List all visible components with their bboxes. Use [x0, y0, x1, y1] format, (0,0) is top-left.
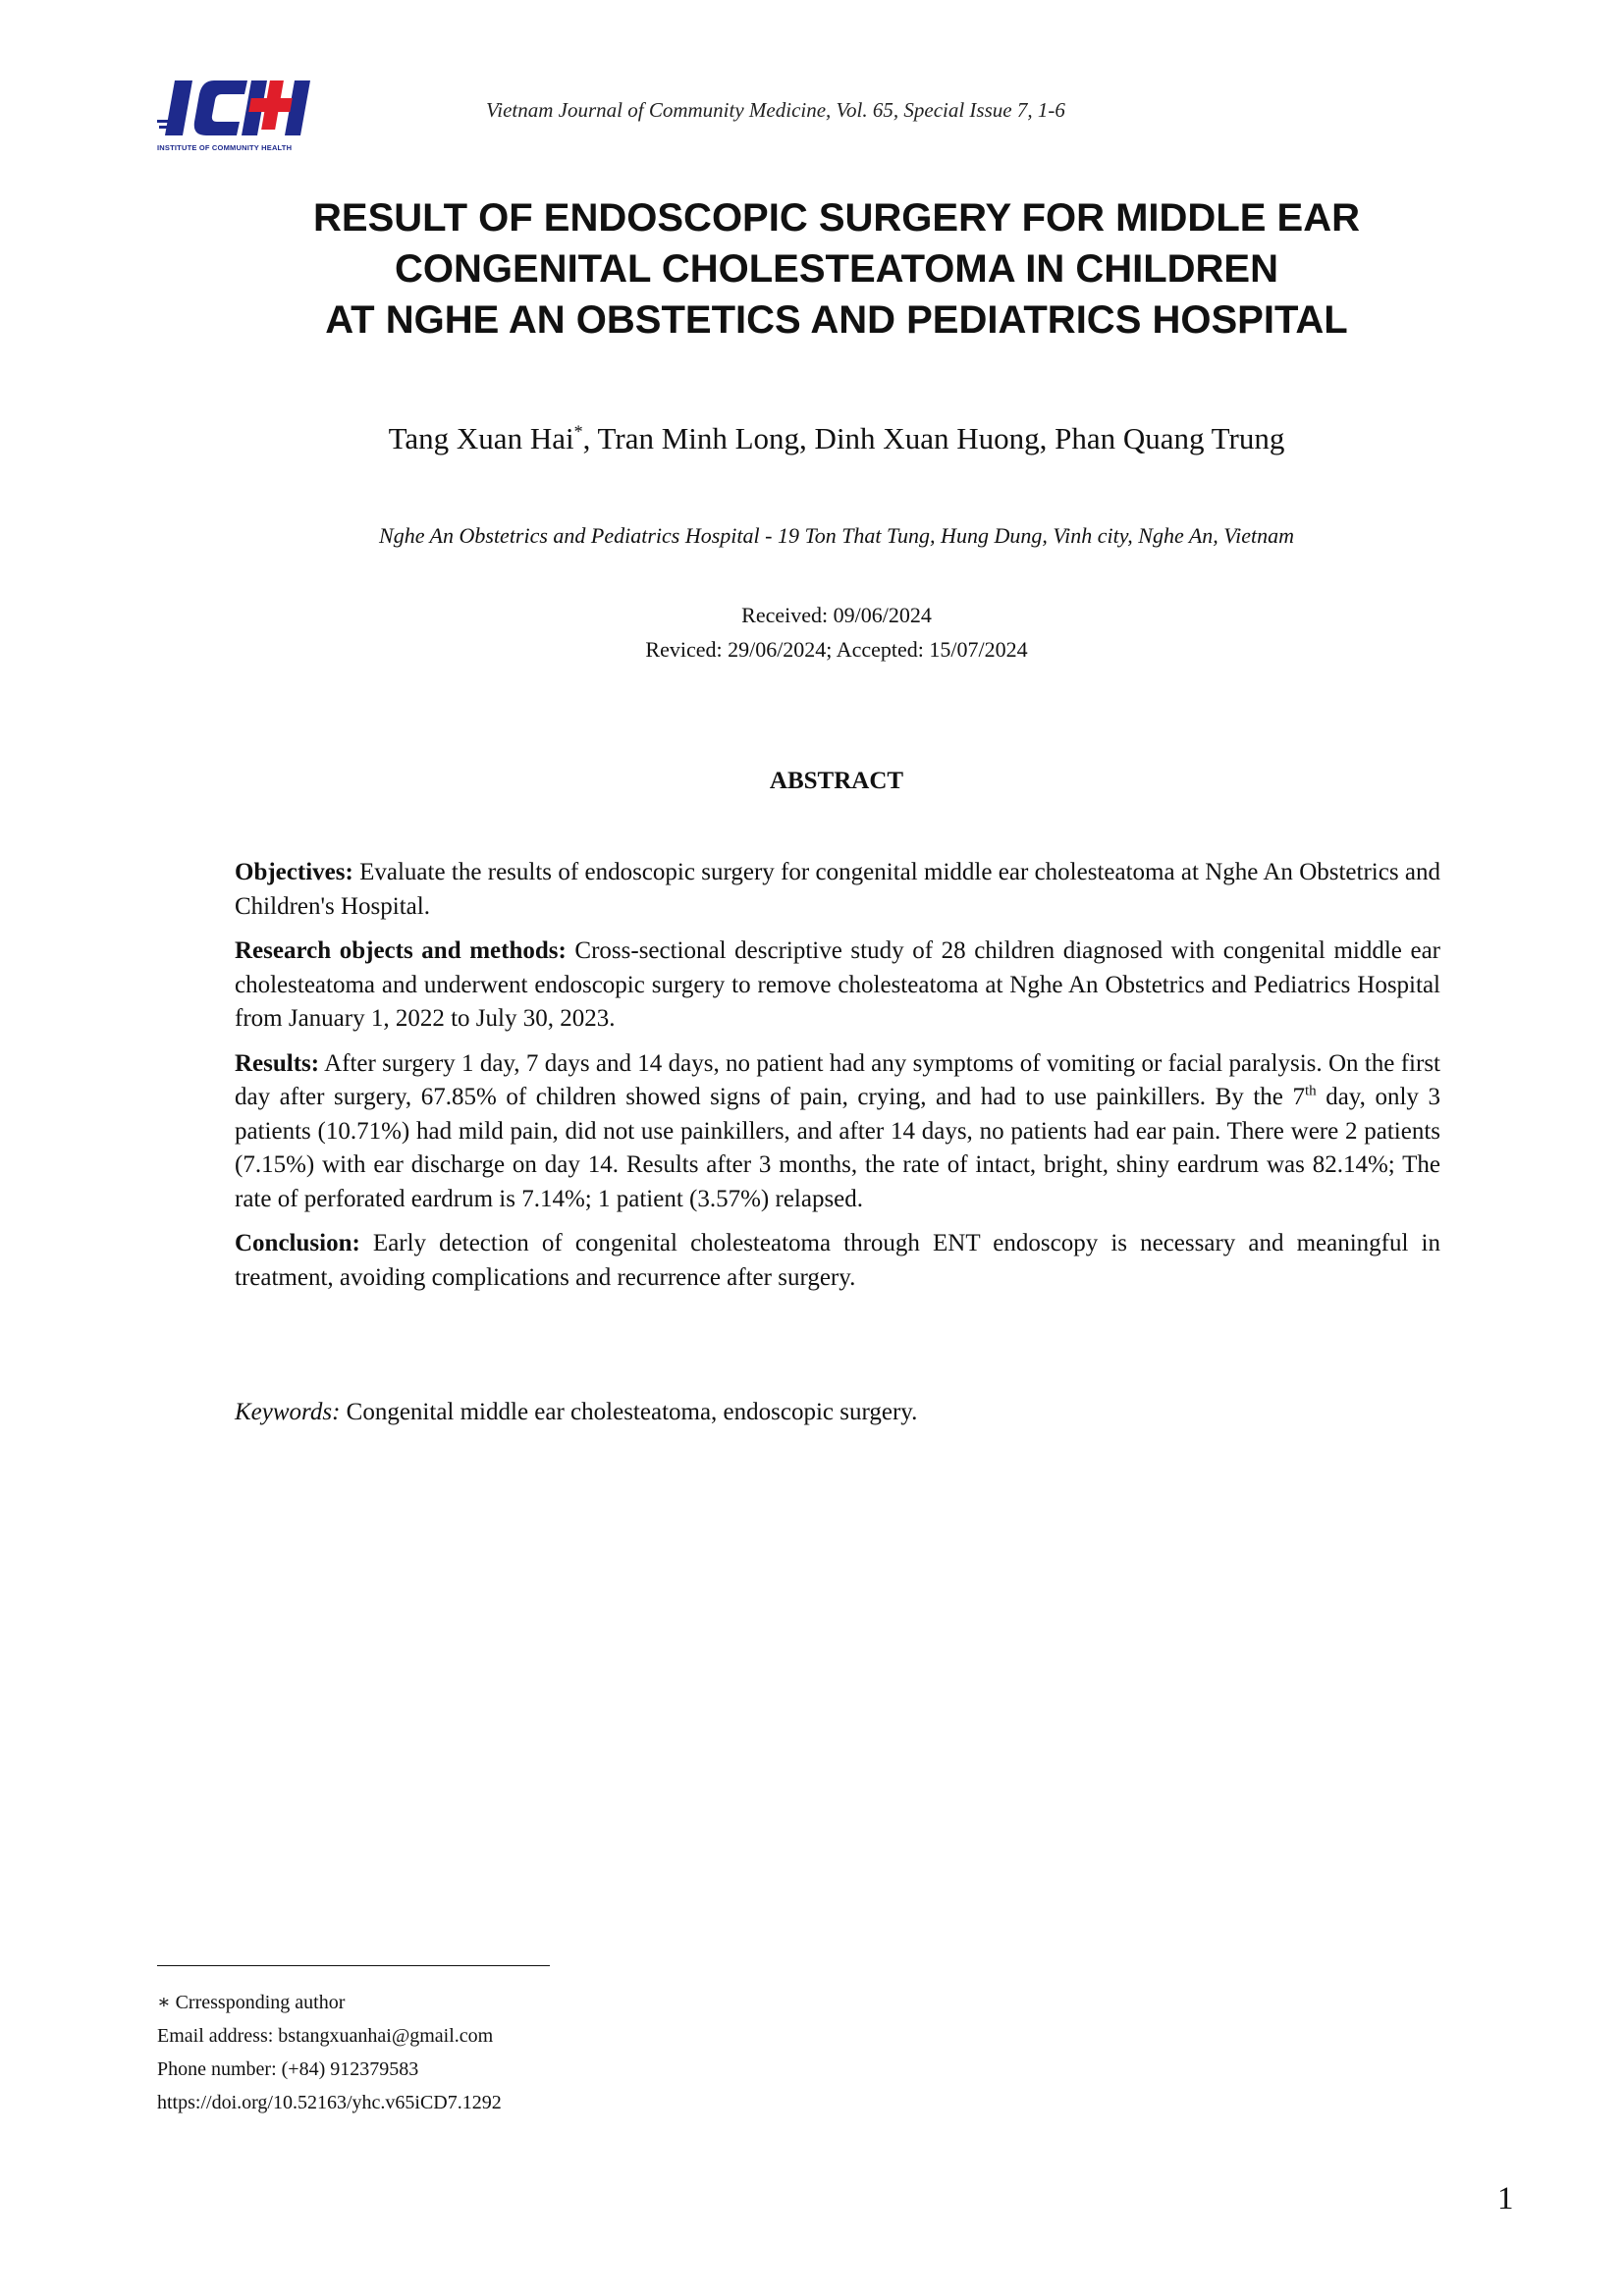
journal-citation: Vietnam Journal of Community Medicine, Vol. 65, Special Issue 7, 1-6	[486, 98, 1065, 122]
section-text: Cross-sectional descriptive study of 28 children diagnosed with congenital middle ear cholesteatoma and underwent endoscopic surgery to remove cholesteatoma at Nghe An Obstetrics and Pediatrics Hospital from January 1, 2022 to July 30, 2023.	[235, 937, 1440, 1032]
journal-logo	[157, 75, 314, 163]
section-text: Early detection of congenital cholesteatoma through ENT endoscopy is necessary and meaningful in treatment, avoiding complications and recurrence after surgery.	[235, 1230, 1440, 1291]
section-label: Objectives:	[235, 859, 353, 885]
author-list	[0, 421, 1624, 456]
ordinal-suffix: th	[1304, 1083, 1317, 1099]
manuscript-dates	[0, 598, 1624, 667]
logo-caption: INSTITUTE OF COMMUNITY HEALTH	[157, 143, 293, 152]
doi-link[interactable]: https://doi.org/10.52163/yhc.v65iCD7.1292	[157, 2092, 502, 2113]
abstract-results	[235, 1047, 1440, 1217]
section-text: After surgery 1 day, 7 days and 14 days, no patient had any symptoms of vomiting or facial paralysis. On the first day after surgery, 67.85% of children showed signs of pain, crying, and had to use painkillers. By the 7	[235, 1049, 1440, 1110]
keywords	[235, 1399, 1440, 1426]
abstract-methods	[235, 934, 1440, 1037]
section-label: Results:	[235, 1049, 320, 1077]
paper-title	[0, 192, 1624, 346]
section-label: Conclusion:	[235, 1230, 360, 1256]
abstract-objectives	[235, 856, 1440, 924]
corresponding-author-note: ∗ Crressponding author	[157, 1992, 346, 2013]
received-date: Received: 09/06/2024	[741, 603, 932, 627]
footnotes	[157, 1986, 502, 2119]
other-authors: , Tran Minh Long, Dinh Xuan Huong, Phan Quang Trung	[582, 421, 1285, 455]
affiliation: Nghe An Obstetrics and Pediatrics Hospital - 19 Ton That Tung, Hung Dung, Vinh city, Nghe An, Vietnam	[379, 523, 1294, 548]
corresponding-mark: *	[573, 421, 583, 442]
email-note[interactable]: Email address: bstangxuanhai@gmail.com	[157, 2025, 494, 2047]
page-number: 1	[1497, 2181, 1514, 2216]
keywords-text: Congenital middle ear cholesteatoma, endoscopic surgery.	[340, 1399, 918, 1425]
section-text: Evaluate the results of endoscopic surgery for congenital middle ear cholesteatoma at Nghe An Obstetrics and Children's Hospital.	[235, 859, 1440, 920]
title-line: CONGENITAL CHOLESTEATOMA IN CHILDREN	[395, 247, 1278, 291]
phone-note: Phone number: (+84) 912379583	[157, 2058, 419, 2080]
revised-accepted-dates: Reviced: 29/06/2024; Accepted: 15/07/2024	[645, 637, 1028, 662]
keywords-label: Keywords:	[235, 1399, 341, 1425]
section-text: day, only 3 patients (10.71%) had mild pain, did not use painkillers, and after 14 days, no patients had ear pain. There were 2 patients (7.15%) with ear discharge on day 14. Results after 3 months, the rate of intact, bright, shiny eardrum was 82.14%; The rate of perforated eardrum is 7.14%; 1 patient (3.57%) relapsed.	[235, 1084, 1440, 1212]
footnote-divider	[157, 1965, 550, 1966]
section-label: Research objects and methods:	[235, 937, 567, 964]
abstract-conclusion	[235, 1227, 1440, 1295]
first-author: Tang Xuan Hai	[388, 421, 574, 455]
abstract-body	[235, 856, 1440, 1306]
ich-logo-mark	[157, 75, 314, 143]
abstract-heading: ABSTRACT	[769, 768, 904, 794]
title-line: AT NGHE AN OBSTETICS AND PEDIATRICS HOSPITAL	[325, 298, 1348, 342]
title-line: RESULT OF ENDOSCOPIC SURGERY FOR MIDDLE EAR	[313, 196, 1360, 240]
